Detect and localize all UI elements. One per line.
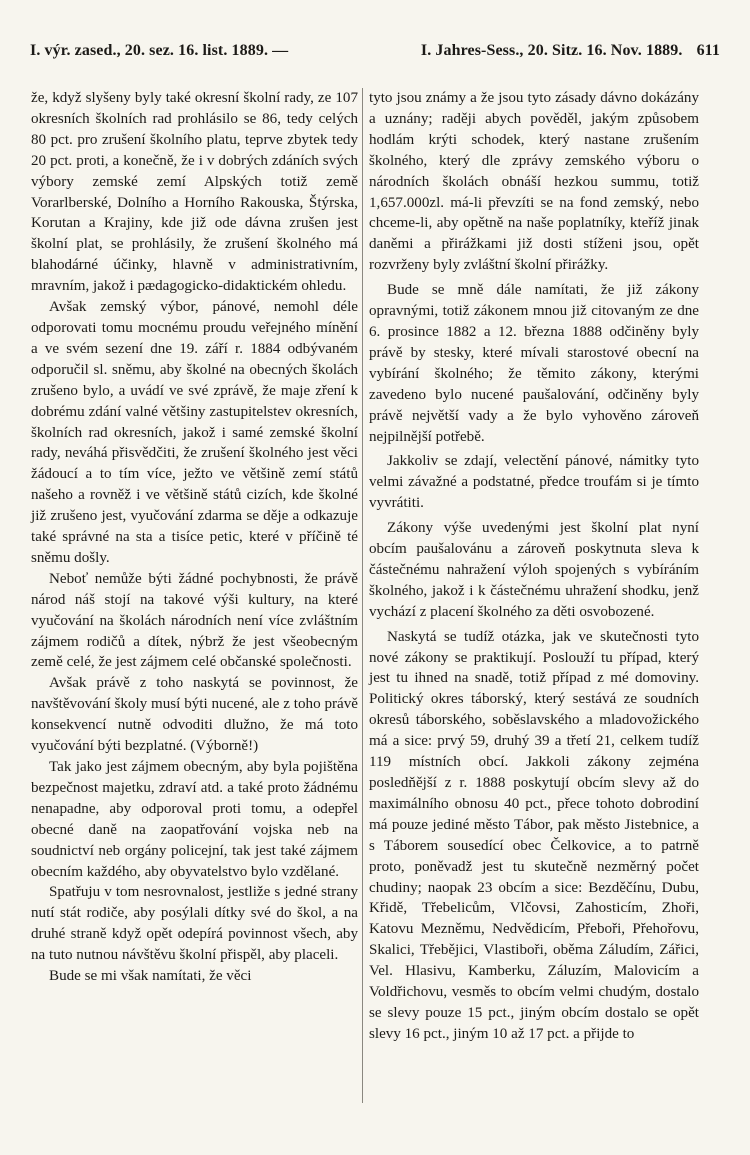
- paragraph: Tak jako jest zájmem obecným, aby byla pojištěna bezpečnost majetku, zdraví atd. a také proto žádnému nenapadne, aby odporoval proti tomu, a odepřel obecné daně na zaopatřování vojska neb na soudnictví neb orgány policejní, tak jest také zájmem obecním každého, aby obyvatelstvo bylo vzdělané.: [31, 759, 358, 880]
- paragraph: Spatřuju v tom nesrovnalost, jestliže s jedné strany nutí stát rodiče, aby posýlali dítky své do škol, a na druhé straně když opět odepírá povinnost všech, aby na tuto nutnou návštěvu školní přispěl, aby placeli.: [31, 884, 358, 964]
- paragraph: Neboť nemůže býti žádné pochybnosti, že právě národ náš stojí na takové výši kultury, na které vyučování na školách národních není více zvláštním zájmem rodičů a dítek, nýbrž že jest všeobecným země celé, že jest zájmem celé občanské společnosti.: [31, 570, 358, 671]
- page-number: 611: [696, 42, 720, 59]
- left-column: [31, 88, 358, 987]
- paragraph: Avšak zemský výbor, pánové, nemohl déle odporovati tomu mocnému proudu veřejného mínění a ve svém sezení dne 19. září r. 1884 odbývaném odporučil sl. sněmu, aby školné na obecných školách zrušeno bylo, a uvádí ve své zprávě, že maje zření k dobrému zdání valné většiny zastupitelstev okresních, školních rad okresních, jakož i samé zemské školní rady, neváhá přisvědčiti, že zrušení školného jest věci žádoucí a to tím více, ježto ve většině zemí států našeho a rovněž i ve většině států cizích, kde školné již zrušeno jest, vyučování zdarma se děje a odkazuje také správné na sta a tisíce petic, které v příčině té sněmu došly.: [31, 299, 358, 566]
- running-header: [30, 42, 720, 60]
- paragraph: Jakkoliv se zdají, velectění pánové, námitky tyto velmi závažné a podstatné, předce troufám si je tímto vyvrátiti.: [369, 453, 699, 512]
- column-divider: [362, 88, 363, 1103]
- paragraph: Zákony výše uvedenými jest školní plat nyní obcím paušalovánu a zároveň poskytnuta sleva k částečnému nahražení výloh spojených s vybíráním školného, jakož i k částečnému uhražení shodku, jenž vychází z placení školného za děti osvobozené.: [369, 520, 699, 620]
- paragraph: Naskytá se tudíž otázka, jak ve skutečnosti tyto nové zákony se praktikují. Poslouží tu případ, který jest tu ihned na snadě, totiž případ z mé domoviny. Politický okres táborský, který sestává ze soudních okresů táborského, soběslavského a mladovožického má a sice: prvý 59, druhý 39 a třetí 21, celkem tudíž 119 místních obcí. Jakkoli zákony zejména posledňější z r. 1888 poskytují obcím slevy až do maximálního obnosu 40 pct., přece tohoto dobrodiní má pouze jediné město Tábor, pak město Jistebnice, a s Táborem sousedící obec Čelkovice, a to patrně proto, poněvadž jest tu skutečně nezměrný počet chudiny; naopak 23 obcím a sice: Bezděčínu, Dubu, Křidě, Třebelicům, Vlčovsi, Zahosticím, Zhoři, Katovu Mezněmu, Nedvědicím, Přeboři, Přehořovu, Skalici, Třebějici, Vlastiboři, oběma Záludím, Zářici, Vel. Hlasivu, Kamberku, Záluzím, Malovicím a Voldřichovu, vesměs to obcím velmi chudým, dostalo se slevy pouze 15 pct., jiným obcím dostalo se opět slevy 16 pct., jiným 10 až 17 pct. a přijde to: [369, 628, 699, 1042]
- header-right: I. Jahres-Sess., 20. Sitz. 16. Nov. 1889.: [420, 42, 683, 59]
- header-left: I. výr. zased., 20. sez. 16. list. 1889. —: [30, 42, 289, 59]
- paragraph: že, když slyšeny byly také okresní školní rady, ze 107 okresních školních rad prohlásilo se 86, tedy celých 80 pct. pro zrušení školního platu, teprve zbytek tedy 20 pct. proti, a konečně, že i v dobrých zdáních svých výbory zemské zemí Alpských totiž země Vorarlberské, Dolního a Horního Rakouska, Štýrska, Korutan a Krajiny, kde již ode dávna zrušen jest školní plat, se prohlásily, že zrušení školného má blahodárné účinky, hlavně v administrativním, mravním, jakož i pædagogicko-didaktickém ohledu.: [31, 90, 358, 295]
- header-right-group: [421, 42, 720, 60]
- paragraph: tyto jsou známy a že jsou tyto zásady dávno dokázány a uznány; raději abych pověděl, jakým způsobem hodlám krýti schodek, který nastane zrušením školného, který dle zprávy zemského výboru o národních školách obnáší hezkou summu, totiž 1,657.000zl. má-li převzíti se na fond zemský, nebo chceme-li, aby opětně na naše poplatníky, kteříž jinak daněmi a přirážkami již dosti stíženi jsou, opět rozvrženy byly zvláštní školní přirážky.: [369, 90, 699, 274]
- paragraph: Avšak právě z toho naskytá se povinnost, že navštěvování školy musí býti nucené, ale z toho právě konsekvencí nutně odvoditi dlužno, že má toto vyučování býti bezplatné. (Výborně!): [31, 675, 358, 755]
- paragraph: Bude se mi však namítati, že věci: [49, 968, 252, 985]
- paragraph: Bude se mně dále namítati, že již zákony opravnými, totiž zákonem mnou již citovaným ze dne 6. prosince 1882 a 12. března 1888 odčiněny byly právě by stesky, které mívali starostové obecní na vybírání školného; že těmito zákony, kterými zavedeno bylo nucené paušalování, odčiněny byly právě největší vady a že bylo vyhověno zároveň nejpilnější potřebě.: [369, 282, 699, 445]
- right-column: [369, 88, 699, 1045]
